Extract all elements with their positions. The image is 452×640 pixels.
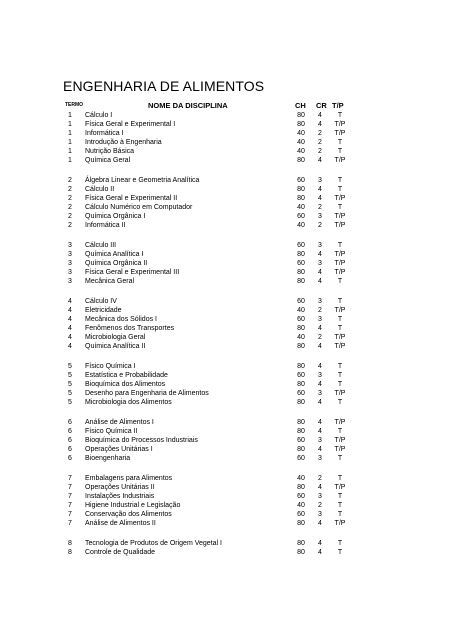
- cell-nome-disciplina: Química Geral: [85, 157, 131, 164]
- cell-tp: T/P: [334, 419, 346, 426]
- cell-termo: 6: [68, 437, 72, 444]
- cell-ch: 80: [297, 278, 305, 285]
- cell-termo: 7: [68, 493, 72, 500]
- cell-cr: 2: [318, 204, 322, 211]
- cell-cr: 3: [318, 511, 322, 518]
- header-nome-disciplina: NOME DA DISCIPLINA: [148, 101, 228, 110]
- cell-cr: 4: [318, 428, 322, 435]
- cell-cr: 3: [318, 242, 322, 249]
- cell-nome-disciplina: Química Orgânica II: [85, 260, 148, 267]
- cell-termo: 5: [68, 381, 72, 388]
- cell-tp: T: [337, 186, 343, 193]
- cell-ch: 60: [297, 455, 305, 462]
- cell-tp: T: [337, 381, 343, 388]
- table-row: [0, 418, 452, 427]
- cell-nome-disciplina: Estatística e Probabilidade: [85, 372, 168, 379]
- term-group: [0, 362, 452, 407]
- cell-cr: 2: [318, 148, 322, 155]
- cell-cr: 2: [318, 475, 322, 482]
- cell-nome-disciplina: Desenho para Engenharia de Alimentos: [85, 390, 209, 397]
- cell-cr: 4: [318, 112, 322, 119]
- cell-termo: 4: [68, 325, 72, 332]
- cell-ch: 80: [297, 186, 305, 193]
- cell-nome-disciplina: Introdução à Engenharia: [85, 139, 162, 146]
- cell-tp: T/P: [334, 213, 346, 220]
- cell-termo: 5: [68, 372, 72, 379]
- cell-nome-disciplina: Embalagens para Alimentos: [85, 475, 173, 482]
- cell-ch: 60: [297, 511, 305, 518]
- cell-nome-disciplina: Higiene Industrial e Legislação: [85, 502, 181, 509]
- cell-cr: 4: [318, 157, 322, 164]
- cell-tp: T: [337, 475, 343, 482]
- cell-termo: 6: [68, 428, 72, 435]
- cell-ch: 80: [297, 381, 305, 388]
- cell-cr: 2: [318, 139, 322, 146]
- cell-cr: 3: [318, 493, 322, 500]
- table-row: [0, 342, 452, 351]
- cell-nome-disciplina: Álgebra Linear e Geometria Analítica: [85, 177, 200, 184]
- cell-tp: T/P: [334, 446, 346, 453]
- cell-nome-disciplina: Microbiologia Geral: [85, 334, 146, 341]
- cell-ch: 80: [297, 157, 305, 164]
- cell-tp: T: [337, 540, 343, 547]
- cell-ch: 40: [297, 148, 305, 155]
- cell-ch: 60: [297, 242, 305, 249]
- cell-nome-disciplina: Fenômenos dos Transportes: [85, 325, 175, 332]
- cell-ch: 80: [297, 399, 305, 406]
- cell-tp: T: [337, 363, 343, 370]
- cell-ch: 80: [297, 195, 305, 202]
- cell-termo: 8: [68, 549, 72, 556]
- table-row: [0, 539, 452, 548]
- cell-nome-disciplina: Bioengenharia: [85, 455, 131, 462]
- cell-termo: 4: [68, 307, 72, 314]
- cell-tp: T: [337, 148, 343, 155]
- table-row: [0, 519, 452, 528]
- cell-nome-disciplina: Microbiologia dos Alimentos: [85, 399, 172, 406]
- cell-termo: 8: [68, 540, 72, 547]
- header-ch: CH: [295, 101, 306, 110]
- cell-termo: 1: [68, 112, 72, 119]
- cell-ch: 80: [297, 363, 305, 370]
- cell-tp: T: [337, 112, 343, 119]
- table-row: [0, 156, 452, 165]
- cell-termo: 5: [68, 363, 72, 370]
- cell-ch: 40: [297, 502, 305, 509]
- cell-tp: T/P: [334, 195, 346, 202]
- cell-tp: T: [337, 502, 343, 509]
- cell-ch: 80: [297, 419, 305, 426]
- cell-ch: 60: [297, 177, 305, 184]
- cell-nome-disciplina: Física Geral e Experimental I: [85, 121, 176, 128]
- cell-cr: 4: [318, 269, 322, 276]
- cell-termo: 6: [68, 419, 72, 426]
- cell-cr: 4: [318, 186, 322, 193]
- cell-tp: T: [337, 399, 343, 406]
- cell-cr: 4: [318, 446, 322, 453]
- table-row: [0, 454, 452, 463]
- cell-cr: 4: [318, 325, 322, 332]
- cell-nome-disciplina: Cálculo Numérico em Computador: [85, 204, 193, 211]
- cell-termo: 7: [68, 502, 72, 509]
- cell-ch: 80: [297, 520, 305, 527]
- page-title: ENGENHARIA DE ALIMENTOS: [63, 78, 265, 94]
- cell-tp: T: [337, 455, 343, 462]
- cell-ch: 80: [297, 343, 305, 350]
- term-group: [0, 418, 452, 463]
- cell-termo: 7: [68, 475, 72, 482]
- cell-tp: T/P: [334, 334, 346, 341]
- cell-termo: 2: [68, 213, 72, 220]
- cell-cr: 3: [318, 372, 322, 379]
- table-row: [0, 306, 452, 315]
- cell-cr: 3: [318, 390, 322, 397]
- cell-nome-disciplina: Informática II: [85, 222, 126, 229]
- cell-cr: 4: [318, 540, 322, 547]
- cell-tp: T/P: [334, 390, 346, 397]
- cell-termo: 2: [68, 177, 72, 184]
- cell-tp: T: [337, 325, 343, 332]
- term-group: [0, 111, 452, 165]
- cell-tp: T/P: [334, 437, 346, 444]
- table-row: [0, 147, 452, 156]
- cell-ch: 80: [297, 325, 305, 332]
- cell-termo: 6: [68, 455, 72, 462]
- cell-ch: 60: [297, 493, 305, 500]
- cell-termo: 1: [68, 139, 72, 146]
- cell-nome-disciplina: Conservação dos Alimentos: [85, 511, 172, 518]
- cell-termo: 3: [68, 242, 72, 249]
- cell-termo: 3: [68, 251, 72, 258]
- cell-tp: T/P: [334, 251, 346, 258]
- cell-termo: 1: [68, 121, 72, 128]
- cell-nome-disciplina: Controle de Qualidade: [85, 549, 156, 556]
- table-row: [0, 185, 452, 194]
- cell-cr: 4: [318, 363, 322, 370]
- cell-ch: 40: [297, 139, 305, 146]
- cell-nome-disciplina: Análise de Alimentos I: [85, 419, 154, 426]
- cell-termo: 2: [68, 195, 72, 202]
- cell-nome-disciplina: Físico Química I: [85, 363, 136, 370]
- term-group: [0, 176, 452, 230]
- cell-tp: T/P: [334, 121, 346, 128]
- cell-ch: 80: [297, 112, 305, 119]
- cell-ch: 60: [297, 316, 305, 323]
- table-row: [0, 315, 452, 324]
- table-row: [0, 250, 452, 259]
- cell-nome-disciplina: Física Geral e Experimental II: [85, 195, 178, 202]
- cell-tp: T: [337, 493, 343, 500]
- cell-nome-disciplina: Informática I: [85, 130, 124, 137]
- cell-nome-disciplina: Instalações Industriais: [85, 493, 155, 500]
- table-row: [0, 510, 452, 519]
- cell-cr: 3: [318, 260, 322, 267]
- table-row: [0, 398, 452, 407]
- cell-tp: T: [337, 428, 343, 435]
- cell-cr: 2: [318, 130, 322, 137]
- cell-ch: 80: [297, 484, 305, 491]
- cell-cr: 4: [318, 419, 322, 426]
- cell-ch: 40: [297, 334, 305, 341]
- table-row: [0, 277, 452, 286]
- cell-cr: 4: [318, 278, 322, 285]
- cell-tp: T: [337, 372, 343, 379]
- cell-tp: T: [337, 511, 343, 518]
- cell-tp: T: [337, 298, 343, 305]
- cell-cr: 4: [318, 520, 322, 527]
- cell-nome-disciplina: Tecnologia de Produtos de Origem Vegetal I: [85, 540, 222, 547]
- table-row: [0, 120, 452, 129]
- term-group: [0, 539, 452, 557]
- cell-tp: T/P: [334, 269, 346, 276]
- cell-termo: 4: [68, 343, 72, 350]
- term-group: [0, 474, 452, 528]
- cell-ch: 40: [297, 222, 305, 229]
- table-row: [0, 427, 452, 436]
- cell-cr: 4: [318, 343, 322, 350]
- table-row: [0, 483, 452, 492]
- table-row: [0, 268, 452, 277]
- cell-tp: T: [337, 549, 343, 556]
- cell-nome-disciplina: Química Analítica II: [85, 343, 146, 350]
- table-row: [0, 445, 452, 454]
- table-row: [0, 333, 452, 342]
- cell-cr: 4: [318, 195, 322, 202]
- cell-cr: 3: [318, 298, 322, 305]
- table-row: [0, 324, 452, 333]
- cell-cr: 3: [318, 213, 322, 220]
- cell-tp: T: [337, 204, 343, 211]
- table-row: [0, 203, 452, 212]
- cell-tp: T/P: [334, 307, 346, 314]
- cell-ch: 40: [297, 204, 305, 211]
- cell-nome-disciplina: Cálculo III: [85, 242, 117, 249]
- cell-termo: 1: [68, 148, 72, 155]
- cell-nome-disciplina: Cálculo I: [85, 112, 113, 119]
- cell-tp: T: [337, 316, 343, 323]
- cell-cr: 4: [318, 251, 322, 258]
- cell-tp: T/P: [334, 260, 346, 267]
- cell-ch: 40: [297, 475, 305, 482]
- cell-termo: 5: [68, 399, 72, 406]
- table-row: [0, 501, 452, 510]
- cell-termo: 2: [68, 186, 72, 193]
- cell-ch: 80: [297, 251, 305, 258]
- cell-cr: 3: [318, 437, 322, 444]
- table-row: [0, 176, 452, 185]
- cell-termo: 3: [68, 260, 72, 267]
- cell-termo: 5: [68, 390, 72, 397]
- cell-nome-disciplina: Físico Química II: [85, 428, 138, 435]
- cell-nome-disciplina: Física Geral e Experimental III: [85, 269, 180, 276]
- table-row: [0, 241, 452, 250]
- table-row: [0, 492, 452, 501]
- table-row: [0, 259, 452, 268]
- cell-tp: T: [337, 278, 343, 285]
- cell-termo: 7: [68, 520, 72, 527]
- table-row: [0, 212, 452, 221]
- cell-nome-disciplina: Cálculo II: [85, 186, 115, 193]
- cell-ch: 60: [297, 213, 305, 220]
- cell-nome-disciplina: Operações Unitárias II: [85, 484, 155, 491]
- cell-ch: 60: [297, 437, 305, 444]
- cell-ch: 80: [297, 540, 305, 547]
- table-row: [0, 389, 452, 398]
- cell-ch: 80: [297, 549, 305, 556]
- cell-termo: 3: [68, 278, 72, 285]
- cell-cr: 4: [318, 484, 322, 491]
- table-row: [0, 548, 452, 557]
- table-row: [0, 221, 452, 230]
- cell-ch: 60: [297, 390, 305, 397]
- cell-nome-disciplina: Eletricidade: [85, 307, 122, 314]
- cell-cr: 2: [318, 307, 322, 314]
- cell-cr: 4: [318, 121, 322, 128]
- cell-ch: 60: [297, 372, 305, 379]
- cell-ch: 80: [297, 428, 305, 435]
- cell-termo: 4: [68, 298, 72, 305]
- cell-cr: 3: [318, 177, 322, 184]
- term-group: [0, 241, 452, 286]
- table-row: [0, 371, 452, 380]
- table-row: [0, 380, 452, 389]
- header-cr: CR: [316, 101, 327, 110]
- cell-cr: 4: [318, 399, 322, 406]
- cell-nome-disciplina: Operações Unitárias I: [85, 446, 153, 453]
- term-group: [0, 297, 452, 351]
- header-termo: TERMO: [65, 102, 84, 108]
- cell-ch: 40: [297, 130, 305, 137]
- table-row: [0, 138, 452, 147]
- cell-ch: 60: [297, 260, 305, 267]
- cell-nome-disciplina: Análise de Alimentos II: [85, 520, 156, 527]
- table-row: [0, 474, 452, 483]
- cell-tp: T/P: [334, 484, 346, 491]
- header-tp: T/P: [332, 101, 344, 110]
- cell-nome-disciplina: Química Analítica I: [85, 251, 144, 258]
- cell-termo: 4: [68, 334, 72, 341]
- cell-cr: 2: [318, 222, 322, 229]
- cell-nome-disciplina: Química Orgânica I: [85, 213, 146, 220]
- cell-tp: T/P: [334, 157, 346, 164]
- cell-tp: T: [337, 177, 343, 184]
- cell-termo: 1: [68, 130, 72, 137]
- cell-termo: 2: [68, 222, 72, 229]
- discipline-table: [0, 111, 452, 568]
- cell-ch: 80: [297, 269, 305, 276]
- cell-tp: T: [337, 139, 343, 146]
- cell-nome-disciplina: Bioquímica do Processos Industriais: [85, 437, 198, 444]
- cell-tp: T/P: [334, 130, 346, 137]
- cell-tp: T: [337, 242, 343, 249]
- table-row: [0, 297, 452, 306]
- cell-termo: 7: [68, 511, 72, 518]
- cell-nome-disciplina: Mecânica dos Sólidos I: [85, 316, 157, 323]
- cell-nome-disciplina: Nutrição Básica: [85, 148, 135, 155]
- cell-ch: 80: [297, 446, 305, 453]
- cell-tp: T/P: [334, 343, 346, 350]
- cell-cr: 2: [318, 502, 322, 509]
- cell-tp: T/P: [334, 222, 346, 229]
- cell-cr: 4: [318, 549, 322, 556]
- cell-cr: 3: [318, 316, 322, 323]
- cell-termo: 2: [68, 204, 72, 211]
- table-row: [0, 129, 452, 138]
- cell-nome-disciplina: Cálculo IV: [85, 298, 117, 305]
- cell-termo: 1: [68, 157, 72, 164]
- cell-ch: 80: [297, 121, 305, 128]
- cell-cr: 2: [318, 334, 322, 341]
- table-row: [0, 362, 452, 371]
- cell-termo: 4: [68, 316, 72, 323]
- cell-cr: 3: [318, 455, 322, 462]
- cell-ch: 60: [297, 298, 305, 305]
- table-row: [0, 436, 452, 445]
- cell-ch: 40: [297, 307, 305, 314]
- cell-tp: T/P: [334, 520, 346, 527]
- cell-nome-disciplina: Bioquímica dos Alimentos: [85, 381, 166, 388]
- table-row: [0, 111, 452, 120]
- cell-termo: 7: [68, 484, 72, 491]
- cell-termo: 3: [68, 269, 72, 276]
- cell-cr: 4: [318, 381, 322, 388]
- table-row: [0, 194, 452, 203]
- cell-nome-disciplina: Mecânica Geral: [85, 278, 135, 285]
- cell-termo: 6: [68, 446, 72, 453]
